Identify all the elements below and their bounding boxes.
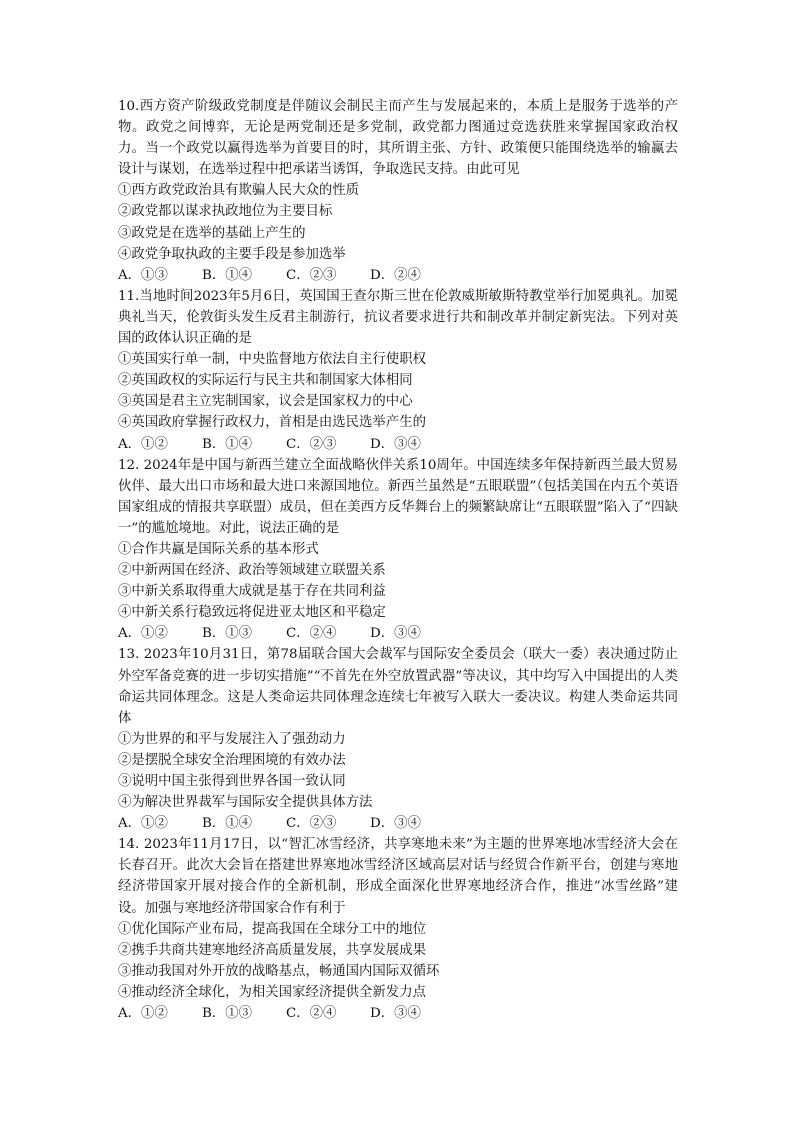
answer-b: B．①④ [202,436,253,452]
answer-choices [118,434,678,455]
exam-page [118,96,678,1024]
question-10 [118,96,678,286]
answer-choices [118,1003,678,1024]
answer-c: C．②③ [286,436,337,452]
answer-a: A．①② [118,816,168,832]
option-1: ①英国实行单一制，中央监督地方依法自主行使职权 [118,352,426,368]
answer-choices [118,813,678,834]
question-stem: 13. 2023年10月31日，第78届联合国大会裁军与国际安全委员会（联大一委）表决通过防止外空军备竞赛的进一步切实措施”“不首先在外空放置武器”等决议，其中均写入中国提出的人类命运共同体理念。这是人类命运共同体理念连续七年被写入联大一委决议。构建人类命运共同体 [118,647,678,726]
answer-a: A．①③ [118,267,168,283]
option-4: ④英国政府掌握行政权力，首相是由选民选举产生的 [118,415,426,431]
answer-d: D．②④ [370,267,421,283]
answer-b: B．①③ [202,626,253,642]
answer-a: A．①② [118,1006,168,1022]
answer-c: C．②③ [286,267,337,283]
answer-b: B．①④ [202,267,253,283]
answer-choices [118,623,678,644]
option-2: ②英国政权的实际运行与民主共和制国家大体相同 [118,373,413,389]
question-11 [118,286,678,455]
option-3: ③说明中国主张得到世界各国一致认同 [118,774,346,789]
answer-d: D．③④ [370,626,421,642]
option-4: ④中新关系行稳致远将促进亚太地区和平稳定 [118,605,386,621]
answer-d: D．③④ [370,436,421,452]
answer-c: C．②③ [286,816,337,832]
option-3: ③英国是君主立宪制国家，议会是国家权力的中心 [118,394,413,410]
answer-b: B．①③ [202,1006,253,1022]
question-14 [118,834,678,1024]
option-1: ①优化国际产业布局，提高我国在全球分工中的地位 [118,921,426,937]
option-4: ④推动经济全球化，为相关国家经济提供全新发力点 [118,984,426,1000]
question-stem: 14. 2023年11月17日，以“智汇冰雪经济，共享寒地未来”为主题的世界寒地冰雪经济大会在长春召开。此次大会旨在搭建世界寒地冰雪经济区域高层对话与经贸合作新平台，创建与寒地经济带国家开展对接合作的全新机制，形成全面深化世界寒地经济合作，推进“冰雪丝路”建设。加强与寒地经济带国家合作有利于 [118,837,678,916]
answer-choices [118,265,678,286]
option-3: ③政党是在选举的基础上产生的 [118,225,306,241]
answer-c: C．②④ [286,626,337,642]
question-13 [118,644,678,834]
option-3: ③中新关系取得重大成就是基于存在共同利益 [118,584,386,600]
option-2: ②是摆脱全球安全治理困境的有效办法 [118,752,346,768]
question-stem: 11.当地时间2023年5月6日，英国国王查尔斯三世在伦敦威斯敏斯特教堂举行加冕典礼。加冕典礼当天，伦敦街头发生反君主制游行，抗议者要求进行共和制改革并制定新宪法。下列对英国的政体认识正确的是 [118,288,678,347]
answer-d: D．③④ [370,816,421,832]
answer-a: A．①② [118,626,168,642]
option-1: ①为世界的和平与发展注入了强劲动力 [118,731,346,747]
answer-c: C．②④ [286,1006,337,1022]
option-4: ④为解决世界裁军与国际安全提供具体方法 [118,795,373,811]
answer-d: D．③④ [370,1006,421,1022]
option-4: ④政党争取执政的主要手段是参加选举 [118,246,346,262]
option-3: ③推动我国对外开放的战略基点，畅通国内国际双循环 [118,963,440,979]
option-2: ②中新两国在经济、政治等领域建立联盟关系 [118,563,386,579]
option-1: ①西方政党政治具有欺骗人民大众的性质 [118,183,360,199]
option-1: ①合作共赢是国际关系的基本形式 [118,541,319,557]
option-2: ②携手共商共建寒地经济高质量发展，共享发展成果 [118,942,426,958]
question-stem: 10.西方资产阶级政党制度是伴随议会制民主而产生与发展起来的，本质上是服务于选举的产物。政党之间博弈，无论是两党制还是多党制，政党都力图通过竞选获胜来掌握国家政治权力。当一个政党以赢得选举为首要目的时，其所谓主张、方针、政策便只能围绕选举的输赢去设计与谋划，在选举过程中把承诺当诱饵，争取选民支持。由此可见 [118,99,678,178]
answer-b: B．①④ [202,816,253,832]
option-2: ②政党都以谋求执政地位为主要目标 [118,204,333,220]
question-stem: 12. 2024年是中国与新西兰建立全面战略伙伴关系10周年。中国连续多年保持新西兰最大贸易伙伴、最大出口市场和最大进口来源国地位。新西兰虽然是“五眼联盟”（包括美国在内五个英语国家组成的情报共享联盟）成员，但在美西方反华舞台上的频繁缺席让“五眼联盟”陷入了“四缺一”的尴尬境地。对此，说法正确的是 [118,457,678,536]
question-12 [118,455,678,645]
answer-a: A．①② [118,436,168,452]
